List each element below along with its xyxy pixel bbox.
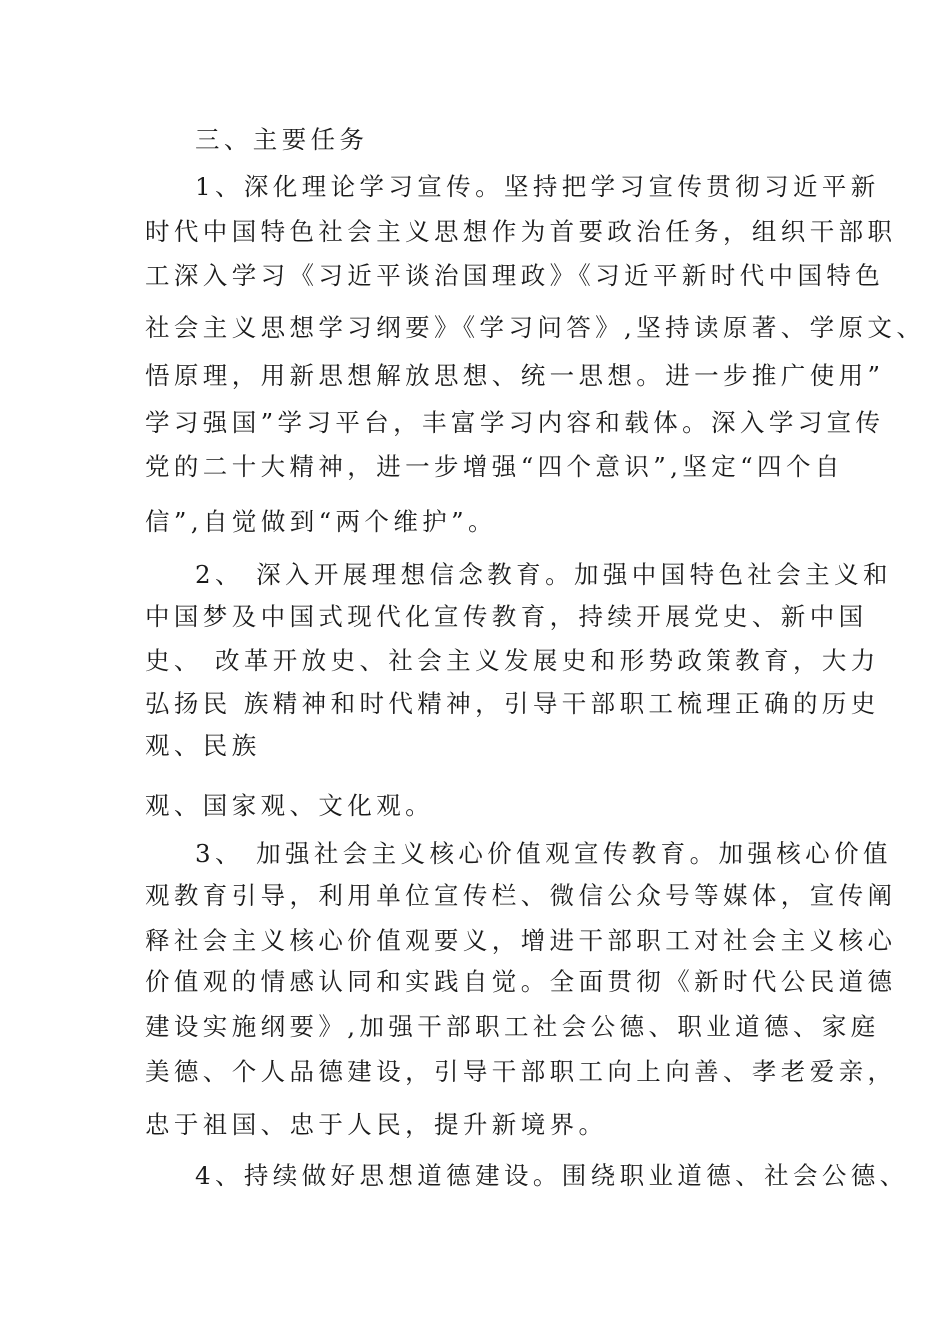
paragraph-line: 史、 改革开放史、社会主义发展史和形势政策教育，大力 bbox=[145, 646, 880, 675]
paragraph-line: 工深入学习《习近平谈治国理政》《习近平新时代中国特色 bbox=[145, 261, 885, 290]
paragraph-line: 社会主义思想学习纲要》《学习问答》,坚持读原著、学原文、 bbox=[145, 313, 926, 342]
paragraph-line: 观教育引导，利用单位宣传栏、微信公众号等媒体，宣传阐 bbox=[145, 881, 897, 910]
paragraph-line: 党的二十大精神，进一步增强“四个意识”,坚定“四个自 bbox=[145, 452, 844, 481]
paragraph-line: 悟原理，用新思想解放思想、统一思想。进一步推广使用” bbox=[145, 361, 885, 390]
section-heading: 三、主要任务 bbox=[195, 125, 369, 154]
paragraph-line: 2、 深入开展理想信念教育。加强中国特色社会主义和 bbox=[195, 560, 892, 589]
paragraph-line: 时代中国特色社会主义思想作为首要政治任务，组织干部职 bbox=[145, 217, 897, 246]
paragraph-line: 弘扬民 族精神和时代精神，引导干部职工梳理正确的历史 bbox=[145, 689, 880, 718]
paragraph-line: 中国梦及中国式现代化宣传教育，持续开展党史、新中国 bbox=[145, 602, 868, 631]
paragraph-line: 释社会主义核心价值观要义，增进干部职工对社会主义核心 bbox=[145, 926, 897, 955]
paragraph-line: 3、 加强社会主义核心价值观宣传教育。加强核心价值 bbox=[195, 839, 892, 868]
paragraph-line: 学习强国”学习平台，丰富学习内容和载体。深入学习宣传 bbox=[145, 408, 885, 437]
paragraph-line: 信”,自觉做到“两个维护”。 bbox=[145, 507, 497, 536]
paragraph-line: 建设实施纲要》,加强干部职工社会公德、职业道德、家庭 bbox=[145, 1012, 880, 1041]
paragraph-line: 美德、个人品德建设，引导干部职工向上向善、孝老爱亲， bbox=[145, 1057, 897, 1086]
paragraph-line: 价值观的情感认同和实践自觉。全面贯彻《新时代公民道德 bbox=[145, 967, 897, 996]
paragraph-line: 1、深化理论学习宣传。坚持把学习宣传贯彻习近平新 bbox=[195, 172, 880, 201]
paragraph-line: 观、民族 bbox=[145, 731, 261, 760]
paragraph-line: 忠于祖国、忠于人民，提升新境界。 bbox=[145, 1110, 608, 1139]
paragraph-line: 观、国家观、文化观。 bbox=[145, 791, 434, 820]
paragraph-line: 4、持续做好思想道德建设。围绕职业道德、社会公德、 bbox=[195, 1161, 909, 1190]
